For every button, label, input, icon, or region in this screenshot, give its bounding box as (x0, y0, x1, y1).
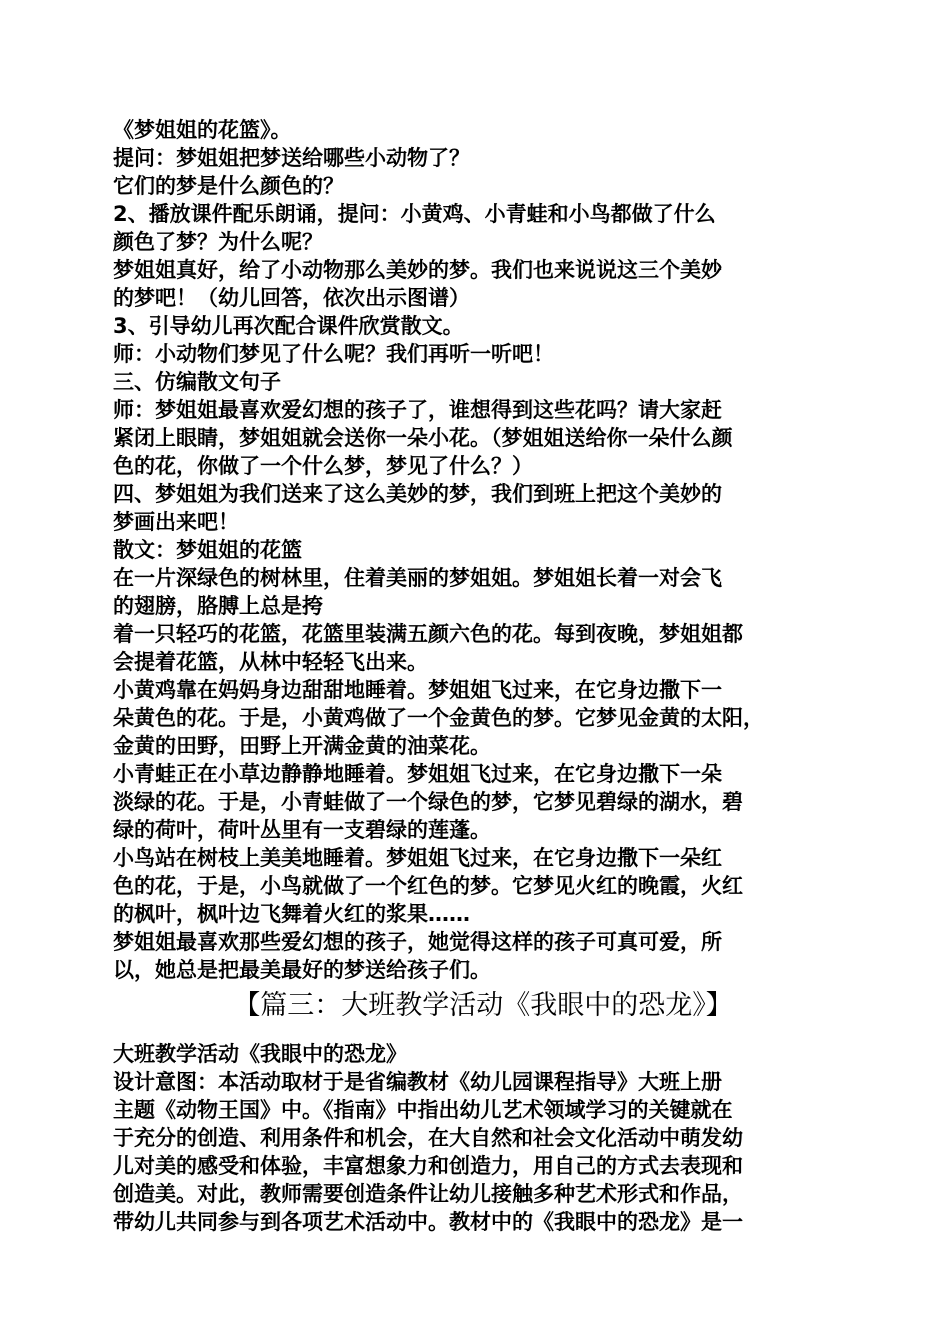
text-line: 梦姐姐最喜欢那些爱幻想的孩子，她觉得这样的孩子可真可爱，所 (113, 930, 722, 954)
text-line: 梦画出来吧！ (113, 510, 239, 534)
text-line: 以，她总是把最美最好的梦送给孩子们。 (113, 958, 491, 982)
text-line: 朵黄色的花。于是，小黄鸡做了一个金黄色的梦。它梦见金黄的太阳， (113, 706, 764, 730)
text-line: 颜色了梦？为什么呢？ (113, 230, 323, 254)
text-line: 带幼儿共同参与到各项艺术活动中。教材中的《我眼中的恐龙》是一 (113, 1210, 743, 1234)
text-line: 创造美。对此，教师需要创造条件让幼儿接触多种艺术形式和作品， (113, 1182, 743, 1206)
text-line: 梦姐姐真好，给了小动物那么美妙的梦。我们也来说说这三个美妙 (113, 258, 722, 282)
text-line: 淡绿的花。于是，小青蛙做了一个绿色的梦，它梦见碧绿的湖水，碧 (113, 790, 743, 814)
text-line: 散文：梦姐姐的花篮 (113, 538, 302, 562)
text-line: 金黄的田野，田野上开满金黄的油菜花。 (113, 734, 491, 758)
text-line: 的翅膀，胳膊上总是挎 (113, 594, 323, 618)
text-line: 小黄鸡靠在妈妈身边甜甜地睡着。梦姐姐飞过来，在它身边撒下一 (113, 678, 722, 702)
text-line: 在一片深绿色的树林里，住着美丽的梦姐姐。梦姐姐长着一对会飞 (113, 566, 722, 590)
article-body-part1 (113, 116, 853, 984)
text-line: 师：梦姐姐最喜欢爱幻想的孩子了，谁想得到这些花吗？请大家赶 (113, 398, 722, 422)
section-heading: 【篇三：大班教学活动《我眼中的恐龙》】 (233, 990, 733, 1021)
text-line: 师：小动物们梦见了什么呢？我们再听一听吧！ (113, 342, 554, 366)
text-line: 色的花，你做了一个什么梦，梦见了什么？） (113, 454, 533, 478)
text-line: 2、播放课件配乐朗诵，提问：小黄鸡、小青蛙和小鸟都做了什么 (113, 202, 716, 226)
text-line: 色的花，于是，小鸟就做了一个红色的梦。它梦见火红的晚霞，火红 (113, 874, 743, 898)
text-line: 紧闭上眼睛，梦姐姐就会送你一朵小花。（梦姐姐送给你一朵什么颜 (113, 426, 733, 450)
text-line: 提问：梦姐姐把梦送给哪些小动物了？ (113, 146, 470, 170)
document-page (113, 116, 853, 1236)
text-line: 小青蛙正在小草边静静地睡着。梦姐姐飞过来，在它身边撒下一朵 (113, 762, 722, 786)
text-line: 于充分的创造、利用条件和机会，在大自然和社会文化活动中萌发幼 (113, 1126, 743, 1150)
text-line: 主题《动物王国》中。《指南》中指出幼儿艺术领域学习的关键就在 (113, 1098, 733, 1122)
text-line: 小鸟站在树枝上美美地睡着。梦姐姐飞过来，在它身边撒下一朵红 (113, 846, 722, 870)
text-line: 三、仿编散文句子 (113, 370, 281, 394)
text-line: 的枫叶，枫叶边飞舞着火红的浆果…… (113, 902, 470, 926)
text-line: 它们的梦是什么颜色的？ (113, 174, 344, 198)
text-line: 设计意图：本活动取材于是省编教材《幼儿园课程指导》大班上册 (113, 1070, 722, 1094)
text-line: 《梦姐姐的花篮》。 (113, 118, 292, 142)
text-line: 儿对美的感受和体验，丰富想象力和创造力，用自己的方式去表现和 (113, 1154, 743, 1178)
text-line: 的梦吧！（幼儿回答，依次出示图谱） (113, 286, 470, 310)
text-line: 四、梦姐姐为我们送来了这么美妙的梦，我们到班上把这个美妙的 (113, 482, 722, 506)
text-line: 着一只轻巧的花篮，花篮里装满五颜六色的花。每到夜晚，梦姐姐都 (113, 622, 743, 646)
article-body-part2 (113, 1040, 853, 1236)
text-line: 会提着花篮，从林中轻轻飞出来。 (113, 650, 428, 674)
text-line: 绿的荷叶，荷叶丛里有一支碧绿的莲蓬。 (113, 818, 491, 842)
text-line: 3、引导幼儿再次配合课件欣赏散文。 (113, 314, 464, 338)
text-line: 大班教学活动《我眼中的恐龙》 (113, 1042, 407, 1066)
